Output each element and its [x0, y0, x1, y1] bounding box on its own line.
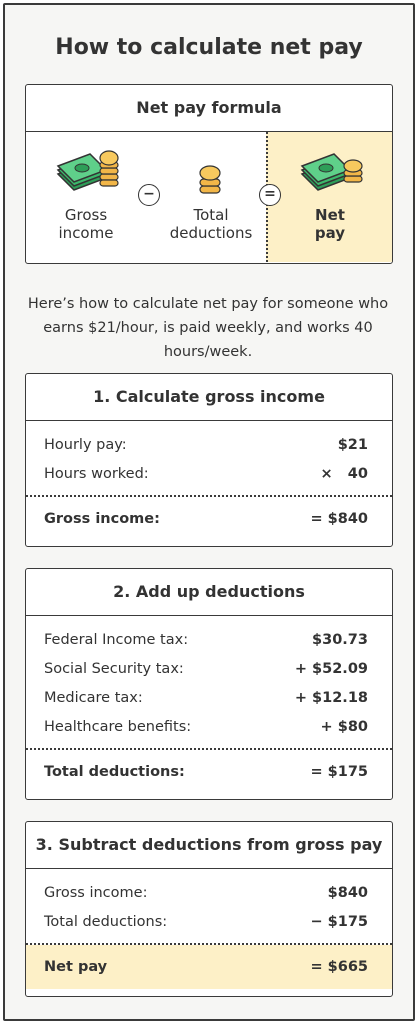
step2-card	[25, 568, 393, 800]
row-value: $30.73	[312, 632, 368, 648]
formula-body	[26, 132, 392, 262]
deductions-label-line-1: Total	[193, 206, 229, 224]
row-label: Total deductions:	[44, 914, 168, 930]
step3-row	[26, 879, 392, 908]
step1-heading: 1. Calculate gross income	[26, 374, 392, 421]
row-value: + $80	[320, 719, 368, 735]
net-label-line-2: pay	[314, 224, 346, 242]
step1-card	[25, 373, 393, 547]
step2-row	[26, 655, 392, 684]
row-label: Hours worked:	[44, 466, 149, 482]
total-label: Total deductions:	[44, 764, 185, 780]
total-deductions-item	[160, 132, 262, 262]
row-value: × 40	[320, 466, 368, 482]
deductions-label-line-2: deductions	[169, 224, 253, 242]
net-pay-label	[268, 206, 392, 242]
step2-row	[26, 713, 392, 742]
step2-row	[26, 684, 392, 713]
total-label: Gross income:	[44, 511, 160, 527]
step3-card	[25, 821, 393, 997]
total-deductions-label	[160, 206, 262, 242]
equals-operator: =	[259, 184, 281, 206]
step1-total-row	[26, 497, 392, 541]
total-label: Net pay	[44, 959, 108, 975]
money-stack-icon	[54, 148, 124, 198]
step3-heading: 3. Subtract deductions from gross pay	[26, 822, 392, 869]
formula-heading: Net pay formula	[26, 85, 392, 132]
net-pay-total-row	[26, 945, 392, 989]
gross-label-line-2: income	[58, 224, 114, 242]
coin-stack-icon	[196, 164, 226, 198]
net-pay-item	[268, 132, 392, 262]
row-label: Social Security tax:	[44, 661, 184, 677]
money-stack-icon	[298, 148, 368, 198]
net-label-line-1: Net	[315, 206, 345, 224]
row-value: + $52.09	[294, 661, 368, 677]
row-value: $840	[327, 885, 368, 901]
infographic	[3, 3, 415, 1021]
gross-income-label	[34, 206, 138, 242]
step2-total-row	[26, 750, 392, 794]
step3-row	[26, 908, 392, 937]
step2-heading: 2. Add up deductions	[26, 569, 392, 616]
formula-card	[25, 84, 393, 264]
row-label: Medicare tax:	[44, 690, 143, 706]
row-label: Hourly pay:	[44, 437, 127, 453]
minus-operator: −	[138, 184, 160, 206]
row-label: Federal Income tax:	[44, 632, 189, 648]
gross-label-line-1: Gross	[64, 206, 108, 224]
row-value: $21	[337, 437, 368, 453]
row-value: − $175	[310, 914, 368, 930]
total-value: = $840	[310, 511, 368, 527]
row-label: Healthcare benefits:	[44, 719, 192, 735]
total-value: = $175	[310, 764, 368, 780]
step2-row	[26, 626, 392, 655]
total-value: = $665	[310, 959, 368, 975]
row-label: Gross income:	[44, 885, 148, 901]
gross-income-item	[34, 132, 138, 262]
step1-row	[26, 460, 392, 489]
row-value: + $12.18	[294, 690, 368, 706]
page-title: How to calculate net pay	[55, 35, 363, 60]
step1-row	[26, 431, 392, 460]
intro-text: Here’s how to calculate net pay for someone who earns $21/hour, is paid weekly, and works 40 hours/week.	[27, 296, 389, 360]
